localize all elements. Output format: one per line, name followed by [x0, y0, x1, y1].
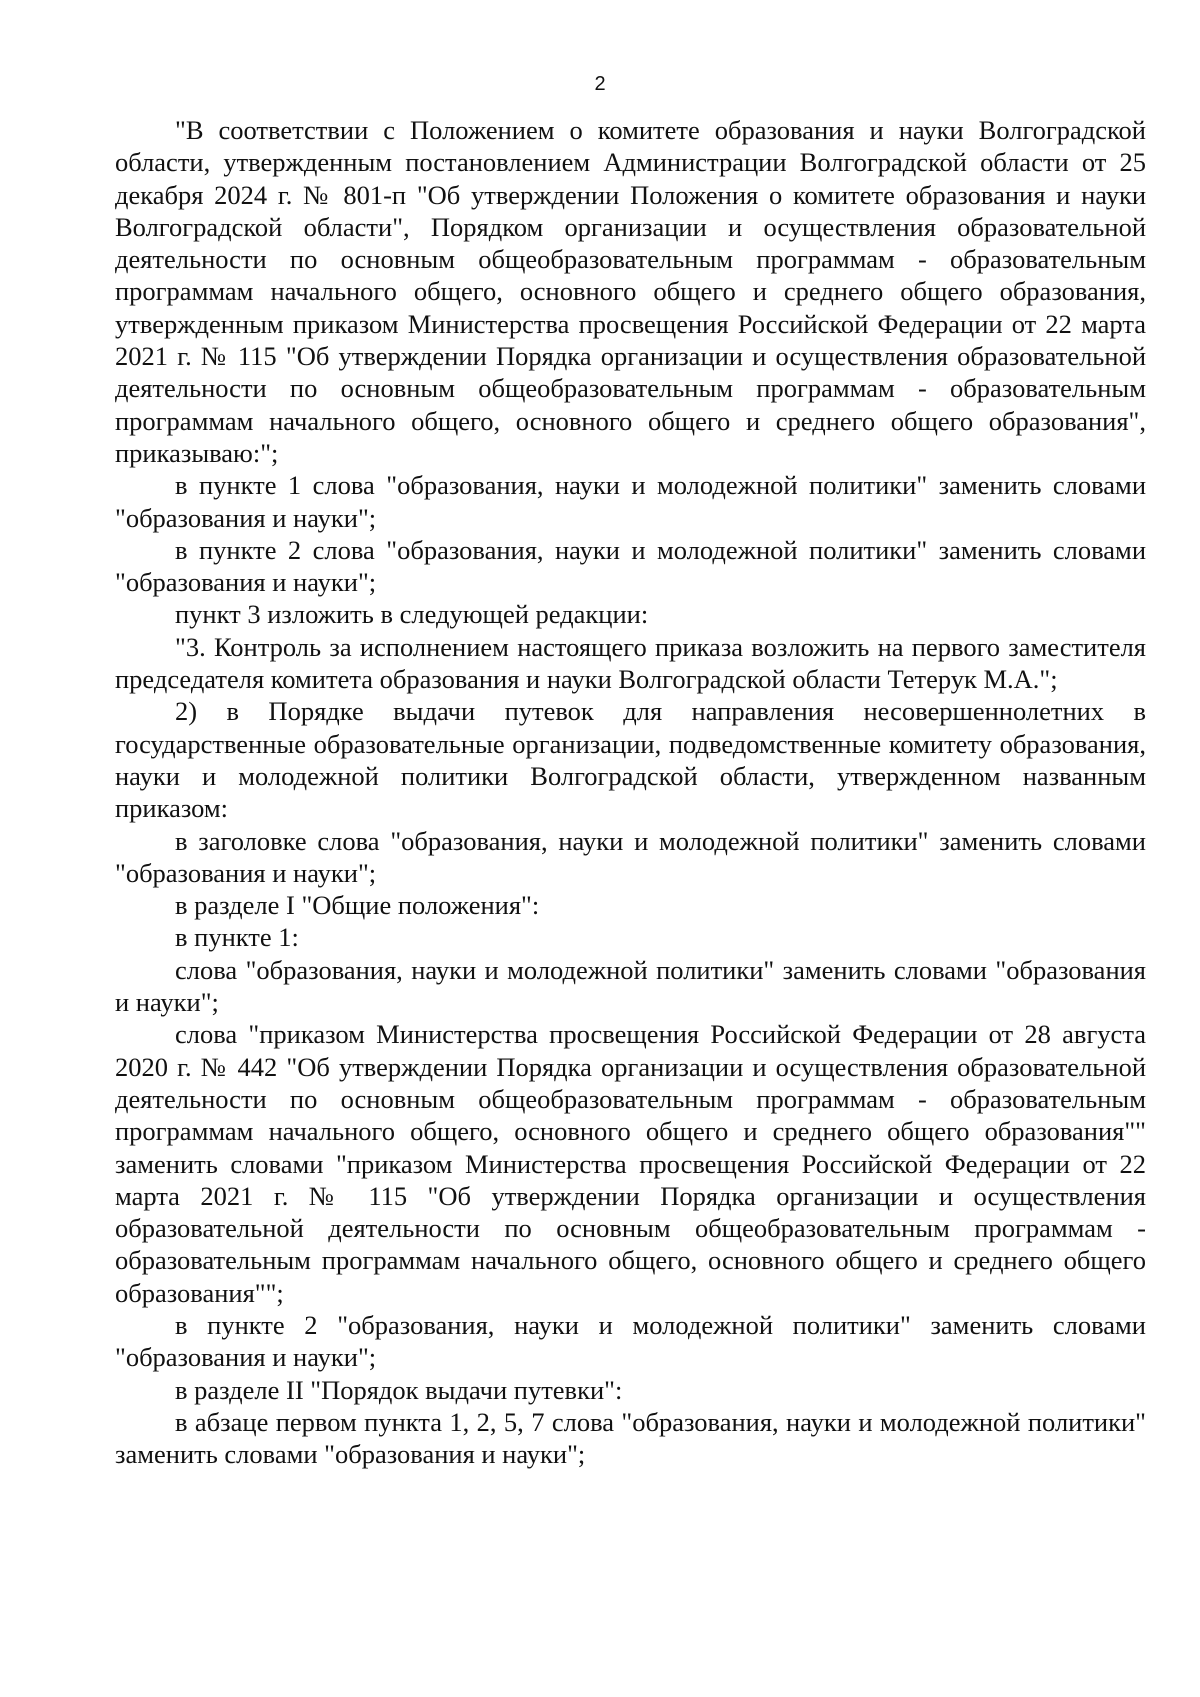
document-body	[115, 114, 1146, 1470]
paragraph-section-2-procedure: 2) в Порядке выдачи путевок для направления несовершеннолетних в государственные образовательные организации, подведомственные комитету образования, науки и молодежной политики Волгоградской области, утвержденном названным приказом:	[115, 696, 1146, 824]
paragraph-section-i-item-1: в пункте 1:	[175, 922, 299, 953]
paragraph-section-i-heading: в разделе I "Общие положения":	[175, 890, 540, 921]
paragraph-item-1-change: в пункте 1 слова "образования, науки и молодежной политики" заменить словами "образования и науки";	[115, 470, 1146, 533]
paragraph-section-i-item-2: в пункте 2 "образования, науки и молодежной политики" заменить словами "образования и науки";	[115, 1309, 1146, 1373]
paragraph-item-3-text: "3. Контроль за исполнением настоящего приказа возложить на первого заместителя председателя комитета образования и науки Волгоградской области Тетерук М.А.";	[115, 631, 1146, 695]
paragraph-section-ii-heading: в разделе II "Порядок выдачи путевки":	[175, 1374, 623, 1405]
paragraph-words-change: слова "образования, науки и молодежной политики" заменить словами "образования и науки";	[115, 954, 1146, 1018]
paragraph-item-3-intro: пункт 3 изложить в следующей редакции:	[175, 599, 649, 630]
paragraph-item-2-change: в пункте 2 слова "образования, науки и молодежной политики" заменить словами "образования и науки";	[115, 534, 1146, 598]
paragraph-section-ii-items-change: в абзаце первом пункта 1, 2, 5, 7 слова "образования, науки и молодежной политики" заменить словами "образования и науки";	[115, 1406, 1146, 1470]
paragraph-preamble-quote: "В соответствии с Положением о комитете образования и науки Волгоградской области, утвержденным постановлением Администрации Волгоградской области от 25 декабря 2024 г. № 801-п "Об утверждении Положения о комитете образования и науки Волгоградской области", Порядком организации и осуществления образовательной деятельности по основным общеобразовательным программам - образовательным программам начального общего, основного общего и среднего общего образования, утвержденным приказом Министерства просвещения Российской Федерации от 22 марта 2021 г. № 115 "Об утверждении Порядка организации и осуществления образовательной деятельности по основным общеобразовательным программам - образовательным программам начального общего, основного общего и среднего общего образования", приказываю:";	[115, 115, 1146, 468]
paragraph-title-change: в заголовке слова "образования, науки и молодежной политики" заменить словами "образования и науки";	[115, 825, 1146, 888]
page-number: 2	[594, 73, 606, 95]
paragraph-order-reference-change: слова "приказом Министерства просвещения Российской Федерации от 28 августа 2020 г. № 442 "Об утверждении Порядка организации и осуществления образовательной деятельности по основным общеобразовательным программам - образовательным программам начального общего, основного общего и среднего общего образования"" заменить словами "приказом Министерства просвещения Российской Федерации от 22 марта 2021 г. № 115 "Об утверждении Порядка организации и осуществления образовательной деятельности по основным общеобразовательным программам - образовательным программам начального общего, основного общего и среднего общего образования"";	[115, 1019, 1146, 1308]
